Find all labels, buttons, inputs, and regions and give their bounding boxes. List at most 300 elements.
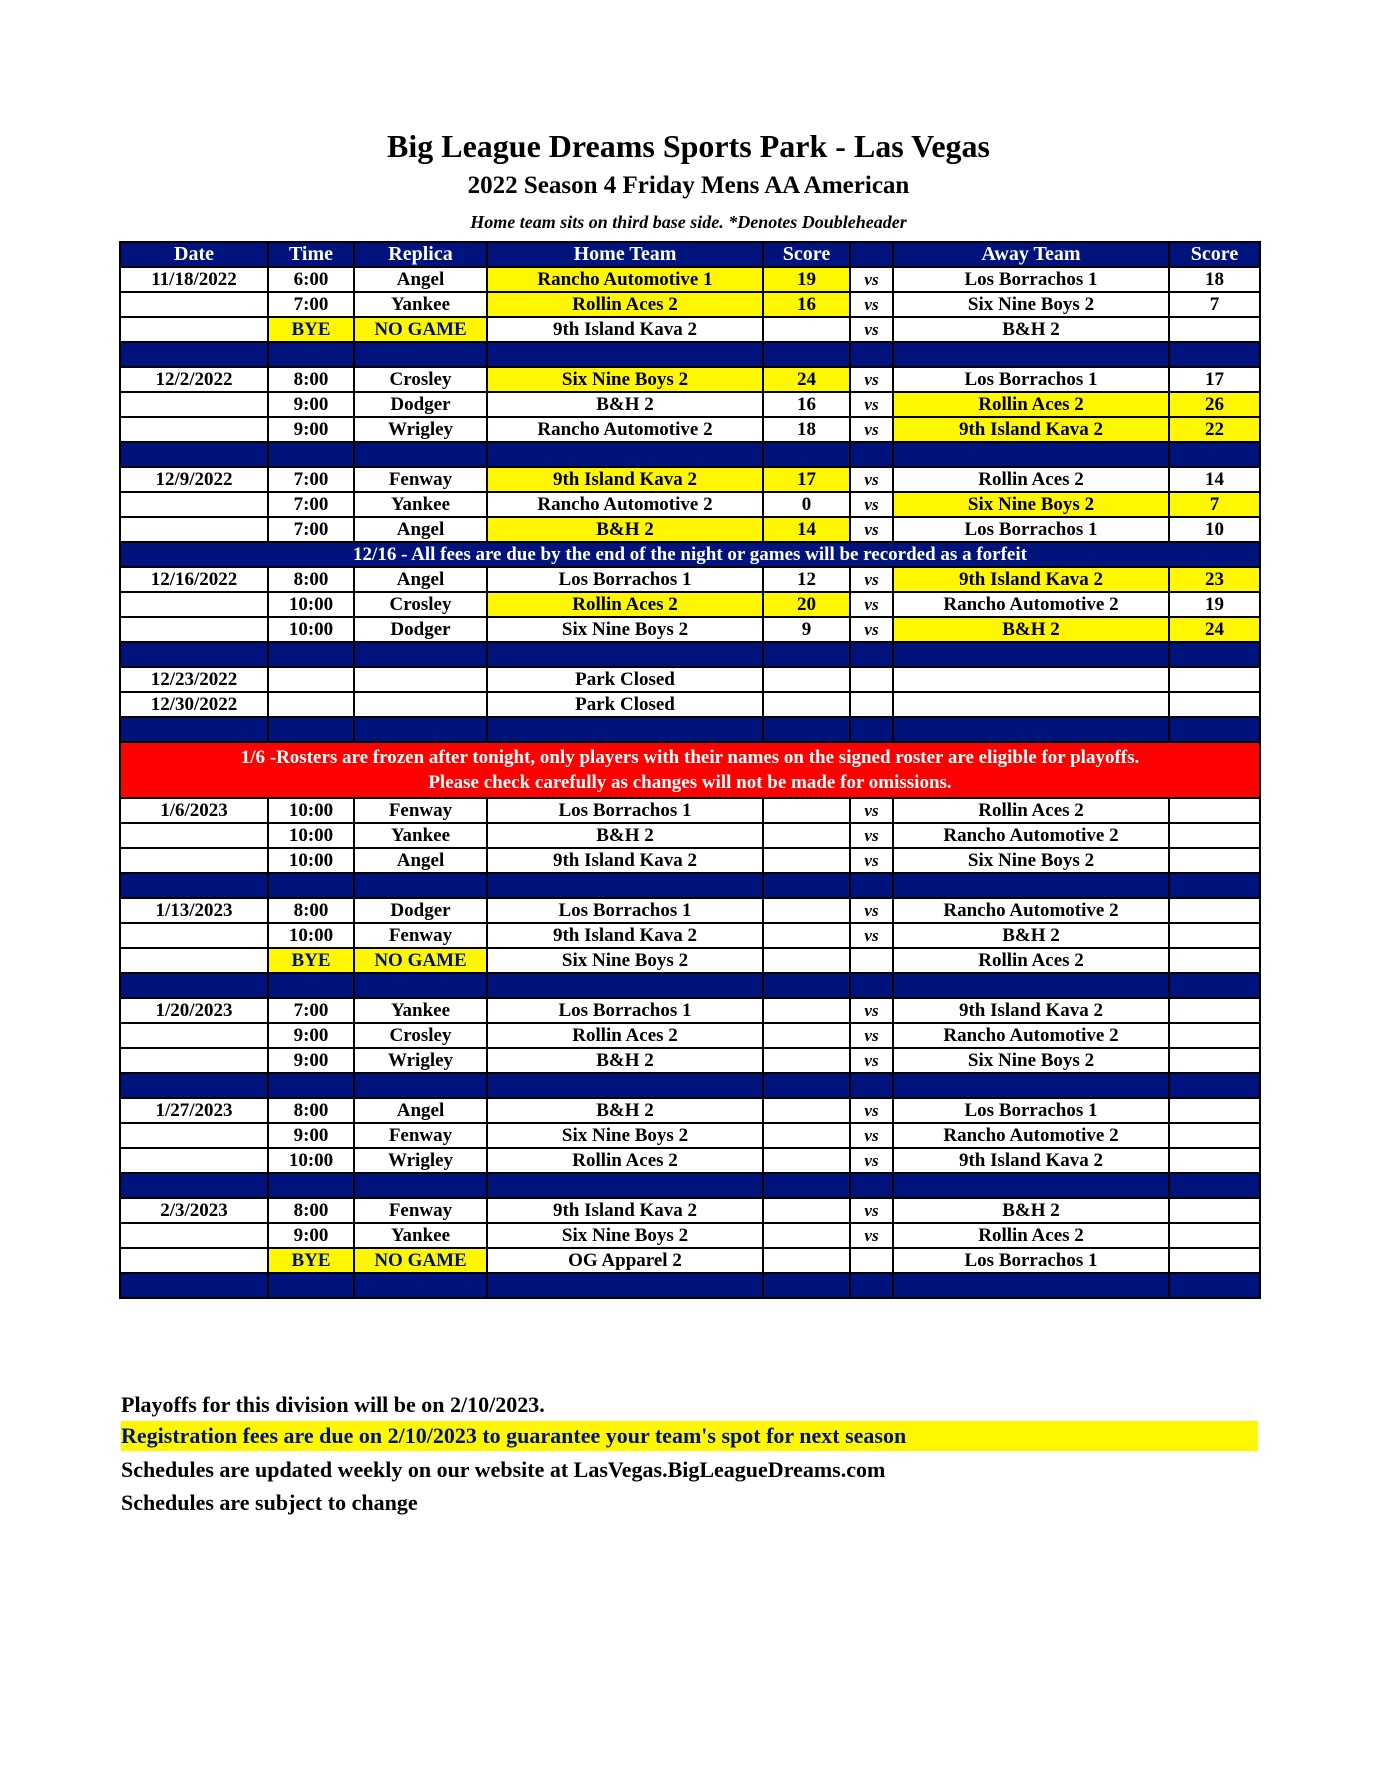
vs-label: vs <box>850 1198 893 1223</box>
game-date <box>120 1248 268 1273</box>
vs-label <box>850 692 893 717</box>
game-row <box>120 948 1260 973</box>
game-row <box>120 367 1260 392</box>
game-time: 8:00 <box>268 898 354 923</box>
separator-cell <box>1169 973 1260 998</box>
home-team: 9th Island Kava 2 <box>487 467 763 492</box>
park-closed-label: Park Closed <box>487 667 763 692</box>
away-team: B&H 2 <box>893 617 1169 642</box>
game-time: 9:00 <box>268 417 354 442</box>
away-team: Rollin Aces 2 <box>893 1223 1169 1248</box>
separator-cell <box>487 973 763 998</box>
game-time: 9:00 <box>268 1048 354 1073</box>
header-row <box>120 242 1260 267</box>
game-row <box>120 1198 1260 1223</box>
game-row <box>120 517 1260 542</box>
game-date <box>120 592 268 617</box>
game-time: 9:00 <box>268 1223 354 1248</box>
game-row <box>120 1123 1260 1148</box>
separator-cell <box>850 342 893 367</box>
game-row <box>120 823 1260 848</box>
away-team: Los Borrachos 1 <box>893 1248 1169 1273</box>
away-team: Rollin Aces 2 <box>893 798 1169 823</box>
game-date: 12/23/2022 <box>120 667 268 692</box>
home-score: 9 <box>763 617 850 642</box>
separator-cell <box>120 717 268 742</box>
away-score <box>1169 848 1260 873</box>
game-field: Fenway <box>354 1198 487 1223</box>
fees-notice-row <box>120 542 1260 567</box>
home-score <box>763 1148 850 1173</box>
vs-label: vs <box>850 798 893 823</box>
away-score <box>1169 692 1260 717</box>
separator-row <box>120 642 1260 667</box>
game-date: 1/27/2023 <box>120 1098 268 1123</box>
home-score <box>763 1123 850 1148</box>
game-time: 7:00 <box>268 292 354 317</box>
separator-cell <box>1169 1273 1260 1298</box>
game-time: 8:00 <box>268 567 354 592</box>
game-row <box>120 392 1260 417</box>
home-team: 9th Island Kava 2 <box>487 923 763 948</box>
game-row <box>120 1223 1260 1248</box>
separator-cell <box>120 442 268 467</box>
game-field: Angel <box>354 267 487 292</box>
home-team: Rancho Automotive 2 <box>487 492 763 517</box>
home-team: Rollin Aces 2 <box>487 292 763 317</box>
separator-cell <box>763 873 850 898</box>
game-date <box>120 823 268 848</box>
separator-cell <box>850 973 893 998</box>
game-date <box>120 848 268 873</box>
no-game-label: NO GAME <box>354 948 487 973</box>
game-field: Wrigley <box>354 1148 487 1173</box>
separator-cell <box>268 1073 354 1098</box>
game-row <box>120 617 1260 642</box>
separator-cell <box>354 1173 487 1198</box>
away-team: B&H 2 <box>893 1198 1169 1223</box>
vs-label: vs <box>850 1023 893 1048</box>
game-time: 6:00 <box>268 267 354 292</box>
home-score <box>763 1023 850 1048</box>
away-team: 9th Island Kava 2 <box>893 1148 1169 1173</box>
game-time: 10:00 <box>268 1148 354 1173</box>
game-time: 7:00 <box>268 517 354 542</box>
separator-cell <box>893 1273 1169 1298</box>
home-team: Six Nine Boys 2 <box>487 1123 763 1148</box>
game-field: Fenway <box>354 467 487 492</box>
separator-cell <box>354 873 487 898</box>
game-time <box>268 692 354 717</box>
game-row <box>120 492 1260 517</box>
away-team: Rollin Aces 2 <box>893 392 1169 417</box>
separator-row <box>120 1273 1260 1298</box>
separator-cell <box>487 873 763 898</box>
game-date: 1/6/2023 <box>120 798 268 823</box>
game-date <box>120 317 268 342</box>
game-field: Dodger <box>354 617 487 642</box>
separator-cell <box>763 1273 850 1298</box>
bye-label: BYE <box>268 1248 354 1273</box>
away-team: 9th Island Kava 2 <box>893 567 1169 592</box>
game-row <box>120 923 1260 948</box>
game-row <box>120 417 1260 442</box>
separator-cell <box>487 642 763 667</box>
bye-label: BYE <box>268 317 354 342</box>
home-score <box>763 923 850 948</box>
separator-cell <box>268 873 354 898</box>
game-time: 7:00 <box>268 467 354 492</box>
game-time: 10:00 <box>268 823 354 848</box>
vs-label: vs <box>850 592 893 617</box>
away-team: Six Nine Boys 2 <box>893 292 1169 317</box>
home-score <box>763 1048 850 1073</box>
game-field: Yankee <box>354 492 487 517</box>
separator-cell <box>1169 717 1260 742</box>
home-score: 16 <box>763 392 850 417</box>
separator-cell <box>850 442 893 467</box>
home-score: 20 <box>763 592 850 617</box>
away-team: Los Borrachos 1 <box>893 267 1169 292</box>
away-score <box>1169 1123 1260 1148</box>
game-date <box>120 1023 268 1048</box>
away-score <box>1169 998 1260 1023</box>
away-score <box>1169 1098 1260 1123</box>
game-field: Dodger <box>354 392 487 417</box>
vs-label: vs <box>850 1123 893 1148</box>
separator-cell <box>763 973 850 998</box>
game-time: 9:00 <box>268 392 354 417</box>
vs-label: vs <box>850 292 893 317</box>
away-score: 23 <box>1169 567 1260 592</box>
away-team: Los Borrachos 1 <box>893 367 1169 392</box>
game-date: 12/16/2022 <box>120 567 268 592</box>
game-row <box>120 1098 1260 1123</box>
separator-cell <box>1169 1073 1260 1098</box>
separator-cell <box>850 873 893 898</box>
home-team: Rollin Aces 2 <box>487 1148 763 1173</box>
separator-cell <box>850 642 893 667</box>
game-field <box>354 692 487 717</box>
game-date <box>120 392 268 417</box>
home-score: 19 <box>763 267 850 292</box>
vs-label: vs <box>850 517 893 542</box>
away-score: 14 <box>1169 467 1260 492</box>
game-date <box>120 1048 268 1073</box>
park-closed-row <box>120 692 1260 717</box>
game-row <box>120 848 1260 873</box>
separator-cell <box>763 1173 850 1198</box>
vs-label: vs <box>850 1048 893 1073</box>
home-score <box>763 898 850 923</box>
away-score <box>1169 1223 1260 1248</box>
away-team: Rollin Aces 2 <box>893 467 1169 492</box>
away-team: Rancho Automotive 2 <box>893 823 1169 848</box>
away-score: 10 <box>1169 517 1260 542</box>
separator-cell <box>487 342 763 367</box>
separator-cell <box>268 1273 354 1298</box>
away-team: Los Borrachos 1 <box>893 517 1169 542</box>
game-time: 7:00 <box>268 998 354 1023</box>
away-team: Six Nine Boys 2 <box>893 1048 1169 1073</box>
vs-label: vs <box>850 567 893 592</box>
separator-cell <box>893 973 1169 998</box>
home-score <box>763 848 850 873</box>
vs-label: vs <box>850 898 893 923</box>
away-team: B&H 2 <box>893 317 1169 342</box>
separator-cell <box>120 342 268 367</box>
away-score <box>1169 948 1260 973</box>
game-row <box>120 998 1260 1023</box>
game-time: 7:00 <box>268 492 354 517</box>
game-time: 10:00 <box>268 798 354 823</box>
vs-label: vs <box>850 467 893 492</box>
away-score: 18 <box>1169 267 1260 292</box>
game-row <box>120 1148 1260 1173</box>
game-field: Wrigley <box>354 417 487 442</box>
no-game-label: NO GAME <box>354 1248 487 1273</box>
game-date <box>120 923 268 948</box>
away-team: 9th Island Kava 2 <box>893 417 1169 442</box>
change-note: Schedules are subject to change <box>121 1490 418 1515</box>
separator-cell <box>268 342 354 367</box>
game-date: 12/30/2022 <box>120 692 268 717</box>
game-date: 2/3/2023 <box>120 1198 268 1223</box>
game-time: 10:00 <box>268 592 354 617</box>
home-team: Los Borrachos 1 <box>487 798 763 823</box>
game-time: 10:00 <box>268 923 354 948</box>
game-time: 8:00 <box>268 1198 354 1223</box>
separator-cell <box>893 442 1169 467</box>
game-row <box>120 1023 1260 1048</box>
game-row <box>120 317 1260 342</box>
separator-cell <box>354 717 487 742</box>
away-score <box>1169 798 1260 823</box>
separator-cell <box>850 717 893 742</box>
schedule-body <box>120 267 1260 1298</box>
separator-cell <box>893 1073 1169 1098</box>
game-field: Angel <box>354 567 487 592</box>
away-score: 22 <box>1169 417 1260 442</box>
separator-cell <box>120 873 268 898</box>
vs-label: vs <box>850 417 893 442</box>
game-field: Crosley <box>354 367 487 392</box>
game-row <box>120 898 1260 923</box>
away-team: Rancho Automotive 2 <box>893 1123 1169 1148</box>
game-field: Crosley <box>354 1023 487 1048</box>
game-field: Dodger <box>354 898 487 923</box>
col-time: Time <box>268 242 354 267</box>
home-team: Rancho Automotive 2 <box>487 417 763 442</box>
separator-cell <box>268 973 354 998</box>
separator-row <box>120 717 1260 742</box>
game-date: 12/2/2022 <box>120 367 268 392</box>
game-row <box>120 267 1260 292</box>
home-team: Six Nine Boys 2 <box>487 617 763 642</box>
separator-cell <box>120 642 268 667</box>
vs-label <box>850 948 893 973</box>
away-score: 24 <box>1169 617 1260 642</box>
home-score <box>763 1223 850 1248</box>
game-date <box>120 1123 268 1148</box>
away-score <box>1169 1248 1260 1273</box>
separator-cell <box>120 1273 268 1298</box>
home-score: 16 <box>763 292 850 317</box>
separator-cell <box>354 642 487 667</box>
separator-row <box>120 873 1260 898</box>
separator-cell <box>268 442 354 467</box>
home-score <box>763 667 850 692</box>
away-score: 7 <box>1169 292 1260 317</box>
separator-cell <box>268 642 354 667</box>
game-time: 8:00 <box>268 1098 354 1123</box>
home-team: B&H 2 <box>487 392 763 417</box>
away-score: 26 <box>1169 392 1260 417</box>
col-replica: Replica <box>354 242 487 267</box>
separator-cell <box>120 1173 268 1198</box>
away-team: Los Borrachos 1 <box>893 1098 1169 1123</box>
game-field: Angel <box>354 517 487 542</box>
home-team: B&H 2 <box>487 1098 763 1123</box>
separator-cell <box>354 1273 487 1298</box>
game-date <box>120 292 268 317</box>
separator-row <box>120 442 1260 467</box>
no-game-label: NO GAME <box>354 317 487 342</box>
vs-label <box>850 667 893 692</box>
away-team: Six Nine Boys 2 <box>893 848 1169 873</box>
game-date: 12/9/2022 <box>120 467 268 492</box>
home-team-note: Home team sits on third base side. *Denotes Doubleheader <box>470 212 907 232</box>
away-team: Rancho Automotive 2 <box>893 898 1169 923</box>
home-team: Rollin Aces 2 <box>487 1023 763 1048</box>
home-score: 12 <box>763 567 850 592</box>
home-score <box>763 798 850 823</box>
vs-label: vs <box>850 267 893 292</box>
home-team: B&H 2 <box>487 1048 763 1073</box>
home-team: OG Apparel 2 <box>487 1248 763 1273</box>
away-team: B&H 2 <box>893 923 1169 948</box>
col-away-team: Away Team <box>893 242 1169 267</box>
away-score <box>1169 1048 1260 1073</box>
game-row <box>120 592 1260 617</box>
col-away-score: Score <box>1169 242 1260 267</box>
home-team: Six Nine Boys 2 <box>487 1223 763 1248</box>
game-field: Angel <box>354 848 487 873</box>
separator-cell <box>893 1173 1169 1198</box>
fees-notice: 12/16 - All fees are due by the end of the night or games will be recorded as a forfeit <box>120 542 1260 567</box>
game-field: Yankee <box>354 292 487 317</box>
away-score <box>1169 923 1260 948</box>
home-score <box>763 1098 850 1123</box>
away-score <box>1169 1198 1260 1223</box>
separator-cell <box>487 1073 763 1098</box>
vs-label: vs <box>850 617 893 642</box>
home-score <box>763 948 850 973</box>
separator-cell <box>1169 873 1260 898</box>
separator-cell <box>850 1273 893 1298</box>
home-team: Six Nine Boys 2 <box>487 948 763 973</box>
home-score: 17 <box>763 467 850 492</box>
away-team <box>893 692 1169 717</box>
home-team: 9th Island Kava 2 <box>487 1198 763 1223</box>
away-team: Rollin Aces 2 <box>893 948 1169 973</box>
separator-cell <box>850 1073 893 1098</box>
away-score <box>1169 667 1260 692</box>
home-team: Los Borrachos 1 <box>487 998 763 1023</box>
home-team: Los Borrachos 1 <box>487 567 763 592</box>
home-team: Los Borrachos 1 <box>487 898 763 923</box>
home-team: Six Nine Boys 2 <box>487 367 763 392</box>
vs-label: vs <box>850 392 893 417</box>
season-subtitle: 2022 Season 4 Friday Mens AA American <box>467 172 910 199</box>
roster-alert <box>120 742 1260 798</box>
separator-cell <box>487 717 763 742</box>
col-home-score: Score <box>763 242 850 267</box>
game-date <box>120 948 268 973</box>
game-date: 1/20/2023 <box>120 998 268 1023</box>
bye-label: BYE <box>268 948 354 973</box>
game-field: Yankee <box>354 998 487 1023</box>
home-team: B&H 2 <box>487 517 763 542</box>
home-score: 18 <box>763 417 850 442</box>
separator-cell <box>1169 1173 1260 1198</box>
game-time: 8:00 <box>268 367 354 392</box>
game-date <box>120 492 268 517</box>
game-row <box>120 292 1260 317</box>
home-score <box>763 1248 850 1273</box>
col-home-team: Home Team <box>487 242 763 267</box>
separator-cell <box>487 442 763 467</box>
away-score <box>1169 1023 1260 1048</box>
home-team: Rollin Aces 2 <box>487 592 763 617</box>
away-score: 17 <box>1169 367 1260 392</box>
separator-row <box>120 1173 1260 1198</box>
game-field <box>354 667 487 692</box>
separator-cell <box>763 1073 850 1098</box>
game-date <box>120 617 268 642</box>
game-row <box>120 798 1260 823</box>
home-team: 9th Island Kava 2 <box>487 317 763 342</box>
roster-alert-line-2: Please check carefully as changes will not be made for omissions. <box>428 772 952 793</box>
home-score <box>763 823 850 848</box>
vs-label: vs <box>850 367 893 392</box>
home-team: Rancho Automotive 1 <box>487 267 763 292</box>
game-field: Fenway <box>354 798 487 823</box>
game-field: Fenway <box>354 923 487 948</box>
vs-label: vs <box>850 317 893 342</box>
separator-row <box>120 1073 1260 1098</box>
vs-label: vs <box>850 823 893 848</box>
home-team: 9th Island Kava 2 <box>487 848 763 873</box>
game-row <box>120 1048 1260 1073</box>
away-score <box>1169 317 1260 342</box>
game-field: Wrigley <box>354 1048 487 1073</box>
vs-label: vs <box>850 1148 893 1173</box>
home-score: 24 <box>763 367 850 392</box>
away-team: Rancho Automotive 2 <box>893 592 1169 617</box>
website-note: Schedules are updated weekly on our website at LasVegas.BigLeagueDreams.com <box>121 1457 886 1482</box>
separator-cell <box>893 642 1169 667</box>
game-time: 10:00 <box>268 848 354 873</box>
vs-label: vs <box>850 492 893 517</box>
away-team <box>893 667 1169 692</box>
separator-cell <box>487 1273 763 1298</box>
separator-cell <box>354 342 487 367</box>
home-score <box>763 1198 850 1223</box>
separator-cell <box>893 873 1169 898</box>
game-date <box>120 417 268 442</box>
home-team: B&H 2 <box>487 823 763 848</box>
